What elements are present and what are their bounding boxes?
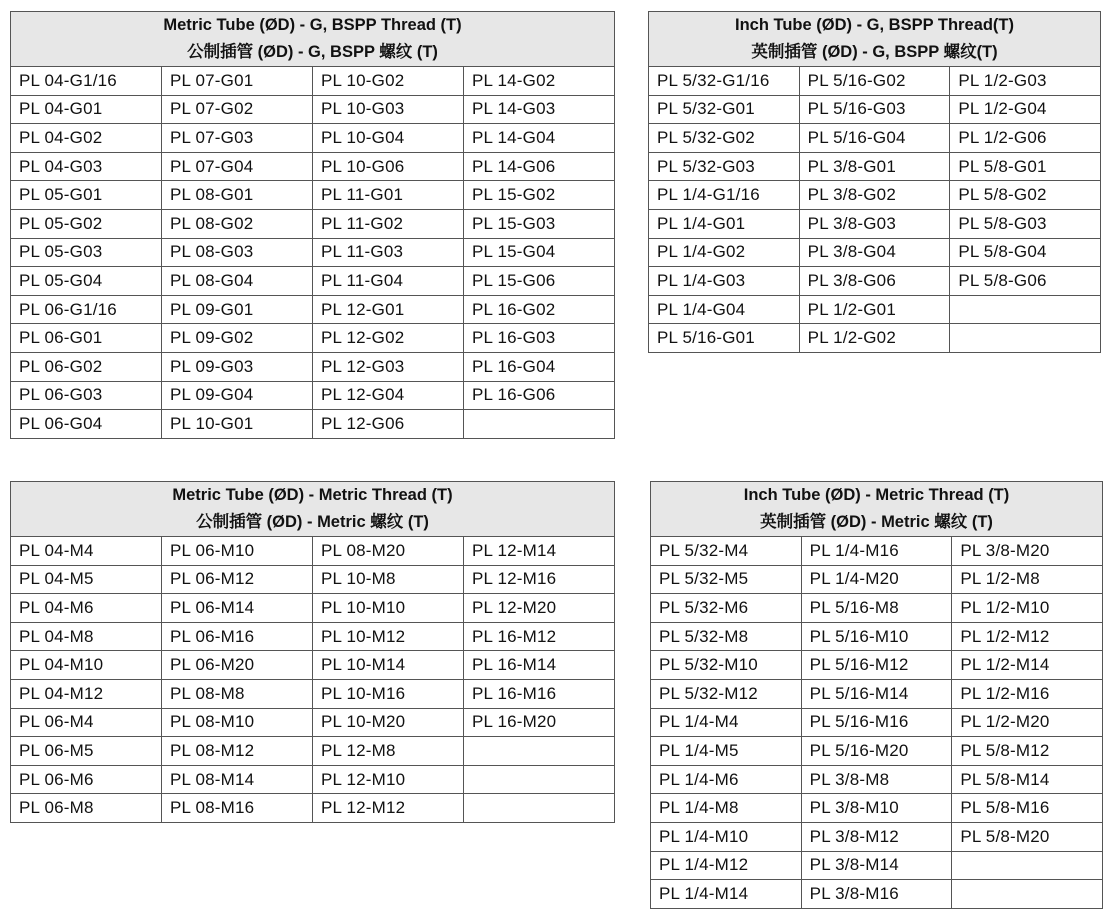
table-row — [651, 765, 1103, 794]
table-header — [11, 12, 615, 67]
part-number-cell: PL 12-M16 — [464, 565, 615, 594]
part-number-cell: PL 08-G02 — [162, 209, 313, 238]
table-title-en: Inch Tube (ØD) - G, BSPP Thread(T) — [735, 16, 1014, 34]
part-number-cell: PL 07-G04 — [162, 152, 313, 181]
table-title-cn: 公制插管 (ØD) - Metric 螺纹 (T) — [196, 513, 429, 531]
table-row — [11, 67, 615, 96]
part-number-cell: PL 3/8-G06 — [799, 267, 950, 296]
table-row — [11, 381, 615, 410]
part-number-cell: PL 05-G02 — [11, 209, 162, 238]
table-row — [11, 537, 615, 566]
part-number-cell: PL 5/32-M12 — [651, 679, 802, 708]
table-row — [651, 794, 1103, 823]
metric-metric-thread-table — [10, 481, 615, 823]
part-number-cell: PL 06-M8 — [11, 794, 162, 823]
part-number-cell: PL 1/2-G06 — [950, 124, 1101, 153]
part-number-cell: PL 5/16-M16 — [801, 708, 952, 737]
table-row — [11, 209, 615, 238]
part-number-cell: PL 5/32-M5 — [651, 565, 802, 594]
part-number-cell: PL 14-G03 — [464, 95, 615, 124]
part-number-cell: PL 5/32-G03 — [649, 152, 800, 181]
part-number-cell — [464, 410, 615, 439]
table-row — [651, 565, 1103, 594]
part-number-cell: PL 08-M14 — [162, 765, 313, 794]
part-number-cell: PL 10-M8 — [313, 565, 464, 594]
part-number-cell: PL 12-M10 — [313, 765, 464, 794]
part-number-cell: PL 06-G04 — [11, 410, 162, 439]
part-number-cell: PL 16-G06 — [464, 381, 615, 410]
part-number-cell: PL 12-G03 — [313, 352, 464, 381]
metric-g-thread-table — [10, 11, 615, 439]
part-number-cell: PL 3/8-M10 — [801, 794, 952, 823]
part-number-cell: PL 04-M8 — [11, 622, 162, 651]
table-title-cn: 英制插管 (ØD) - G, BSPP 螺纹(T) — [751, 43, 998, 61]
part-number-cell: PL 16-M14 — [464, 651, 615, 680]
part-number-cell — [464, 765, 615, 794]
part-number-cell: PL 07-G03 — [162, 124, 313, 153]
part-number-cell: PL 1/2-G01 — [799, 295, 950, 324]
part-number-cell: PL 5/8-G01 — [950, 152, 1101, 181]
table-row — [649, 267, 1101, 296]
part-number-cell: PL 14-G06 — [464, 152, 615, 181]
part-number-cell: PL 1/2-G03 — [950, 67, 1101, 96]
part-number-cell: PL 14-G04 — [464, 124, 615, 153]
table-row — [11, 295, 615, 324]
part-number-cell: PL 04-M6 — [11, 594, 162, 623]
part-number-cell: PL 1/4-G03 — [649, 267, 800, 296]
part-number-cell: PL 16-G04 — [464, 352, 615, 381]
part-number-cell: PL 06-G02 — [11, 352, 162, 381]
part-number-cell: PL 04-M10 — [11, 651, 162, 680]
part-number-cell: PL 06-M4 — [11, 708, 162, 737]
table-row — [649, 67, 1101, 96]
part-number-cell: PL 10-M20 — [313, 708, 464, 737]
part-number-cell: PL 1/4-G04 — [649, 295, 800, 324]
part-number-cell: PL 5/8-M16 — [952, 794, 1103, 823]
part-number-cell: PL 12-M12 — [313, 794, 464, 823]
part-number-cell: PL 3/8-G04 — [799, 238, 950, 267]
part-number-cell: PL 08-M12 — [162, 737, 313, 766]
part-number-cell: PL 11-G04 — [313, 267, 464, 296]
table-row — [11, 737, 615, 766]
part-number-cell: PL 5/8-G02 — [950, 181, 1101, 210]
part-number-cell: PL 1/2-G04 — [950, 95, 1101, 124]
part-number-cell — [952, 880, 1103, 909]
part-number-cell: PL 5/16-G02 — [799, 67, 950, 96]
part-number-cell: PL 12-G04 — [313, 381, 464, 410]
part-number-cell: PL 06-M14 — [162, 594, 313, 623]
table-row — [649, 181, 1101, 210]
table-row — [11, 594, 615, 623]
table-row — [651, 622, 1103, 651]
part-number-cell: PL 10-G06 — [313, 152, 464, 181]
part-number-cell: PL 06-M16 — [162, 622, 313, 651]
table-row — [11, 708, 615, 737]
table-row — [651, 880, 1103, 909]
table-row — [651, 679, 1103, 708]
part-number-cell: PL 11-G01 — [313, 181, 464, 210]
part-number-cell: PL 1/4-G01 — [649, 209, 800, 238]
table-row — [649, 95, 1101, 124]
part-number-cell — [950, 295, 1101, 324]
part-number-cell: PL 16-G02 — [464, 295, 615, 324]
part-number-cell: PL 07-G02 — [162, 95, 313, 124]
part-number-cell: PL 10-G04 — [313, 124, 464, 153]
part-number-cell: PL 06-M10 — [162, 537, 313, 566]
part-number-cell: PL 04-M12 — [11, 679, 162, 708]
part-number-cell: PL 06-M20 — [162, 651, 313, 680]
part-number-cell: PL 04-M4 — [11, 537, 162, 566]
part-number-cell: PL 1/2-M12 — [952, 622, 1103, 651]
part-number-cell: PL 12-G01 — [313, 295, 464, 324]
part-number-cell: PL 1/2-M14 — [952, 651, 1103, 680]
part-number-cell: PL 3/8-M14 — [801, 851, 952, 880]
part-number-cell: PL 5/32-M4 — [651, 537, 802, 566]
part-number-cell: PL 5/8-G04 — [950, 238, 1101, 267]
part-number-cell: PL 1/2-M8 — [952, 565, 1103, 594]
table-title-en: Metric Tube (ØD) - G, BSPP Thread (T) — [163, 16, 462, 34]
part-number-cell: PL 1/2-M10 — [952, 594, 1103, 623]
table-row — [11, 765, 615, 794]
part-number-cell: PL 11-G03 — [313, 238, 464, 267]
part-number-cell: PL 1/2-M20 — [952, 708, 1103, 737]
part-number-cell: PL 1/2-M16 — [952, 679, 1103, 708]
part-number-cell: PL 06-G01 — [11, 324, 162, 353]
table-header — [11, 482, 615, 537]
part-number-cell: PL 1/4-M10 — [651, 822, 802, 851]
inch-g-thread-table — [648, 11, 1101, 353]
part-number-cell: PL 5/8-M12 — [952, 737, 1103, 766]
part-number-cell: PL 10-M12 — [313, 622, 464, 651]
table-title-en: Metric Tube (ØD) - Metric Thread (T) — [172, 486, 453, 504]
part-number-cell: PL 5/8-M20 — [952, 822, 1103, 851]
part-number-cell: PL 5/16-G03 — [799, 95, 950, 124]
part-number-cell: PL 3/8-M12 — [801, 822, 952, 851]
part-number-cell: PL 5/16-M20 — [801, 737, 952, 766]
part-number-cell: PL 15-G04 — [464, 238, 615, 267]
part-number-cell: PL 5/32-M8 — [651, 622, 802, 651]
part-number-cell: PL 12-M14 — [464, 537, 615, 566]
table-row — [11, 565, 615, 594]
part-number-cell: PL 09-G03 — [162, 352, 313, 381]
table-row — [651, 594, 1103, 623]
part-number-cell: PL 1/4-M20 — [801, 565, 952, 594]
part-number-cell: PL 08-M16 — [162, 794, 313, 823]
part-number-cell: PL 16-M16 — [464, 679, 615, 708]
part-number-cell: PL 10-G03 — [313, 95, 464, 124]
part-number-cell: PL 3/8-G03 — [799, 209, 950, 238]
part-number-cell: PL 11-G02 — [313, 209, 464, 238]
table-title-cn: 公制插管 (ØD) - G, BSPP 螺纹 (T) — [187, 43, 438, 61]
part-number-cell: PL 5/32-M10 — [651, 651, 802, 680]
part-number-cell: PL 05-G03 — [11, 238, 162, 267]
inch-metric-thread-table — [650, 481, 1103, 909]
part-number-cell: PL 3/8-M8 — [801, 765, 952, 794]
part-number-cell: PL 1/4-M4 — [651, 708, 802, 737]
table-row — [11, 152, 615, 181]
part-number-cell: PL 14-G02 — [464, 67, 615, 96]
table-row — [651, 708, 1103, 737]
table-row — [649, 152, 1101, 181]
part-number-cell: PL 04-G1/16 — [11, 67, 162, 96]
part-number-cell: PL 1/4-G02 — [649, 238, 800, 267]
part-number-cell: PL 1/2-G02 — [799, 324, 950, 353]
part-number-cell: PL 1/4-M5 — [651, 737, 802, 766]
part-number-cell: PL 10-G02 — [313, 67, 464, 96]
part-number-cell: PL 5/16-G01 — [649, 324, 800, 353]
part-number-cell: PL 08-G04 — [162, 267, 313, 296]
part-number-cell: PL 12-M20 — [464, 594, 615, 623]
table-row — [11, 410, 615, 439]
part-number-cell: PL 1/4-M8 — [651, 794, 802, 823]
part-number-cell: PL 07-G01 — [162, 67, 313, 96]
part-number-cell: PL 05-G01 — [11, 181, 162, 210]
part-number-cell: PL 16-G03 — [464, 324, 615, 353]
table-row — [11, 95, 615, 124]
part-number-cell: PL 08-G03 — [162, 238, 313, 267]
table-row — [11, 267, 615, 296]
part-number-cell: PL 5/16-G04 — [799, 124, 950, 153]
part-number-cell: PL 08-M20 — [313, 537, 464, 566]
part-number-cell: PL 04-G03 — [11, 152, 162, 181]
table-row — [651, 851, 1103, 880]
table-row — [651, 537, 1103, 566]
part-number-cell: PL 1/4-M6 — [651, 765, 802, 794]
part-number-cell: PL 09-G02 — [162, 324, 313, 353]
part-number-cell: PL 5/32-M6 — [651, 594, 802, 623]
part-number-cell: PL 08-M8 — [162, 679, 313, 708]
table-row — [11, 124, 615, 153]
part-number-cell: PL 3/8-G01 — [799, 152, 950, 181]
part-number-cell: PL 04-G01 — [11, 95, 162, 124]
part-number-cell: PL 10-G01 — [162, 410, 313, 439]
part-number-cell: PL 5/16-M14 — [801, 679, 952, 708]
table-row — [649, 295, 1101, 324]
part-number-cell — [464, 794, 615, 823]
part-number-cell: PL 12-M8 — [313, 737, 464, 766]
part-number-cell: PL 06-M6 — [11, 765, 162, 794]
table-header — [651, 482, 1103, 537]
part-number-cell: PL 5/8-M14 — [952, 765, 1103, 794]
part-number-cell: PL 5/16-M12 — [801, 651, 952, 680]
table-row — [651, 822, 1103, 851]
table-row — [11, 352, 615, 381]
part-number-cell: PL 10-M10 — [313, 594, 464, 623]
part-number-cell: PL 5/8-G03 — [950, 209, 1101, 238]
table-title-en: Inch Tube (ØD) - Metric Thread (T) — [743, 486, 1010, 504]
table-row — [11, 679, 615, 708]
part-number-cell: PL 5/32-G1/16 — [649, 67, 800, 96]
table-row — [649, 124, 1101, 153]
part-number-cell: PL 12-G02 — [313, 324, 464, 353]
table-row — [11, 622, 615, 651]
part-number-cell: PL 15-G03 — [464, 209, 615, 238]
part-number-cell: PL 04-G02 — [11, 124, 162, 153]
table-header — [649, 12, 1101, 67]
part-number-cell — [950, 324, 1101, 353]
part-number-cell: PL 12-G06 — [313, 410, 464, 439]
part-number-cell: PL 3/8-M20 — [952, 537, 1103, 566]
part-number-cell: PL 15-G02 — [464, 181, 615, 210]
part-number-cell: PL 5/16-M8 — [801, 594, 952, 623]
part-number-cell: PL 06-M5 — [11, 737, 162, 766]
part-number-cell: PL 1/4-M16 — [801, 537, 952, 566]
part-number-cell: PL 5/32-G01 — [649, 95, 800, 124]
part-number-cell: PL 10-M14 — [313, 651, 464, 680]
table-row — [11, 181, 615, 210]
part-number-cell: PL 3/8-M16 — [801, 880, 952, 909]
part-number-cell: PL 1/4-G1/16 — [649, 181, 800, 210]
part-number-cell — [952, 851, 1103, 880]
part-number-cell: PL 06-M12 — [162, 565, 313, 594]
part-number-cell: PL 09-G04 — [162, 381, 313, 410]
part-number-cell: PL 08-M10 — [162, 708, 313, 737]
part-number-cell — [464, 737, 615, 766]
table-title-cn: 英制插管 (ØD) - Metric 螺纹 (T) — [760, 513, 993, 531]
part-number-cell: PL 06-G1/16 — [11, 295, 162, 324]
part-number-cell: PL 5/8-G06 — [950, 267, 1101, 296]
part-number-cell: PL 08-G01 — [162, 181, 313, 210]
table-row — [11, 651, 615, 680]
part-number-cell: PL 06-G03 — [11, 381, 162, 410]
table-row — [649, 209, 1101, 238]
table-row — [651, 651, 1103, 680]
part-number-cell: PL 15-G06 — [464, 267, 615, 296]
table-row — [651, 737, 1103, 766]
table-row — [649, 238, 1101, 267]
part-number-cell: PL 5/16-M10 — [801, 622, 952, 651]
part-number-cell: PL 1/4-M12 — [651, 851, 802, 880]
part-number-cell: PL 16-M12 — [464, 622, 615, 651]
part-number-cell: PL 16-M20 — [464, 708, 615, 737]
part-number-cell: PL 3/8-G02 — [799, 181, 950, 210]
part-number-cell: PL 05-G04 — [11, 267, 162, 296]
table-row — [649, 324, 1101, 353]
part-number-cell: PL 09-G01 — [162, 295, 313, 324]
table-row — [11, 794, 615, 823]
part-number-cell: PL 04-M5 — [11, 565, 162, 594]
table-row — [11, 324, 615, 353]
part-number-cell: PL 1/4-M14 — [651, 880, 802, 909]
table-row — [11, 238, 615, 267]
part-number-cell: PL 10-M16 — [313, 679, 464, 708]
part-number-cell: PL 5/32-G02 — [649, 124, 800, 153]
